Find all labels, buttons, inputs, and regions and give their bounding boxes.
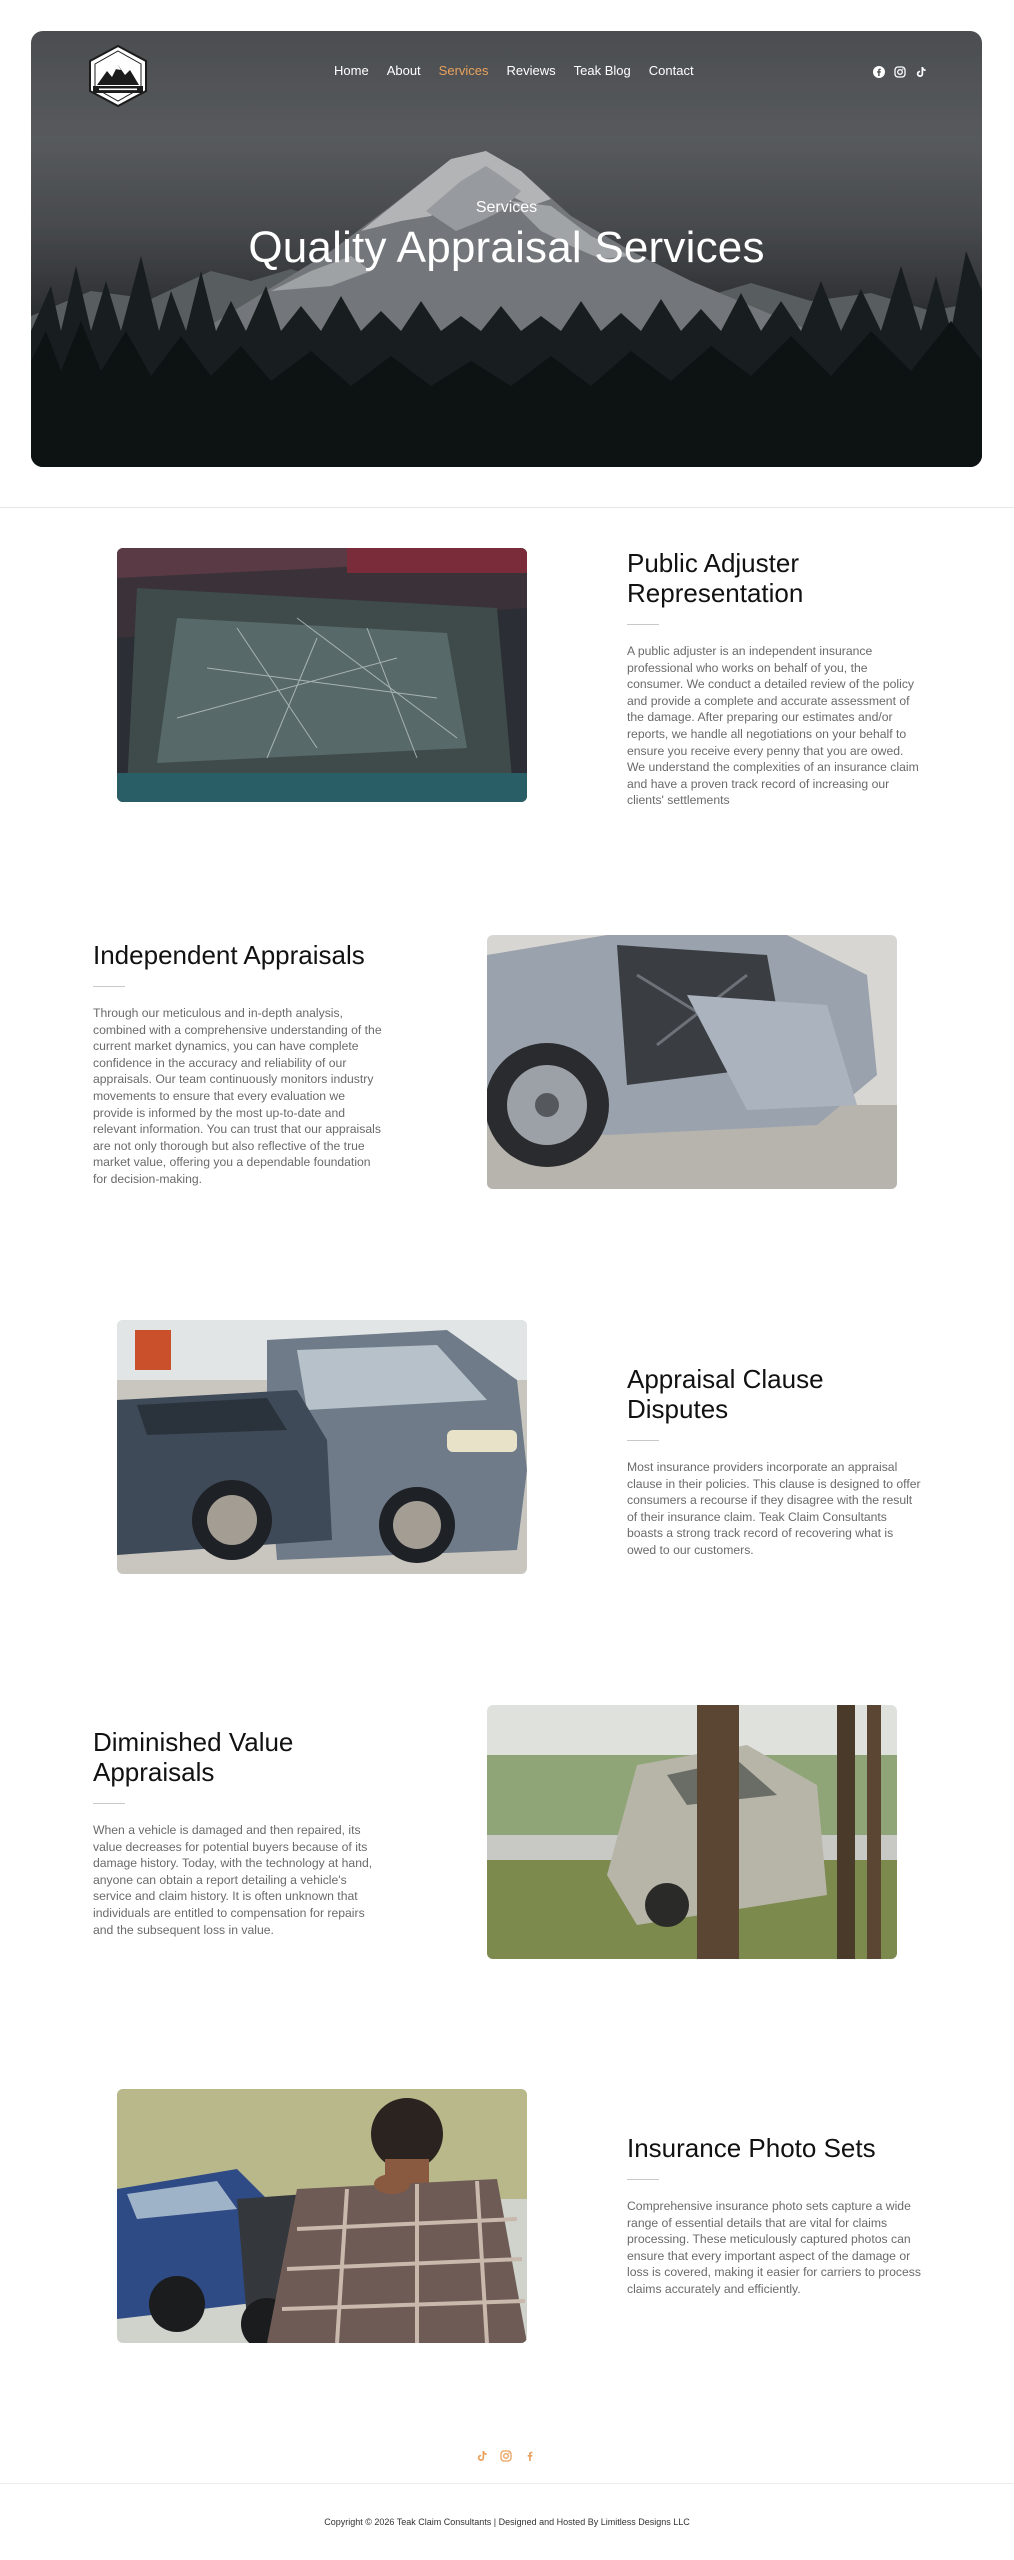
service-description: When a vehicle is damaged and then repaired, its value decreases for potential buyers because of its damage history. Today, with the technology at hand, anyone can obtain a report detailing a vehicle's service and claim history. It is often unknown that individuals are entitled to compensation for repairs and the subsequent loss in value. — [93, 1823, 373, 1937]
damaged-car-front-photo — [487, 935, 897, 1189]
nav-reviews[interactable]: Reviews — [506, 63, 556, 78]
tiktok-icon[interactable] — [915, 65, 927, 77]
instagram-icon[interactable] — [500, 2449, 512, 2461]
instagram-icon[interactable] — [894, 65, 906, 77]
hero-eyebrow: Services — [475, 199, 538, 216]
service-public-adjuster — [627, 548, 922, 809]
shattered-car-glass-photo — [117, 548, 527, 802]
header-socials — [873, 65, 927, 77]
nav-about[interactable]: About — [386, 63, 421, 78]
facebook-icon[interactable] — [524, 2449, 536, 2461]
section-divider — [0, 507, 1014, 508]
mountain-logo-icon — [85, 43, 151, 109]
service-description: A public adjuster is an independent insurance professional who works on behalf of you, the consumer. We conduct a detailed review of the policy and provide a complete and accurate assessment of the damage. After preparing our estimates and/or reports, we handle all negotiations on your behalf to ensure you receive every penny that you are owed. We understand the complexities of an insurance claim and have a proven track record of increasing our clients' settlements — [627, 644, 919, 808]
facebook-icon[interactable] — [873, 65, 885, 77]
two-car-collision-photo — [117, 1320, 527, 1574]
car-crashed-into-tree-photo — [487, 1705, 897, 1959]
service-description: Comprehensive insurance photo sets capture a wide range of essential details that are vital for claims processing. These meticulously captured photos can ensure that every important aspect of the damage or loss is covered, making it easier for carriers to process claims accurately and efficiently. — [627, 2199, 921, 2296]
nav-home[interactable]: Home — [334, 63, 369, 78]
title-underline — [627, 2179, 659, 2180]
footer-socials — [476, 2449, 536, 2461]
footer-divider — [0, 2483, 1014, 2484]
service-title: Independent Appraisals — [93, 940, 365, 970]
service-title: Diminished Value Appraisals — [93, 1727, 294, 1787]
title-underline — [93, 1803, 125, 1804]
title-underline — [627, 624, 659, 625]
title-underline — [627, 1440, 659, 1441]
page-title: Quality Appraisal Services — [248, 223, 765, 272]
main-nav — [334, 63, 712, 78]
tiktok-icon[interactable] — [476, 2449, 488, 2461]
service-title: Insurance Photo Sets — [627, 2133, 876, 2163]
company-logo[interactable] — [85, 43, 151, 109]
service-title: Public Adjuster Representation — [627, 548, 804, 608]
copyright-text: Copyright © 2026 Teak Claim Consultants | Designed and Hosted By Limitless Designs LLC — [324, 2517, 690, 2527]
title-underline — [93, 986, 125, 987]
service-insurance-photo-sets — [627, 2133, 922, 2298]
service-diminished-value — [93, 1727, 388, 1938]
hero-banner — [31, 31, 982, 467]
nav-contact[interactable]: Contact — [648, 63, 694, 78]
service-title: Appraisal Clause Disputes — [627, 1364, 824, 1424]
service-appraisal-clause — [627, 1364, 922, 1559]
service-description: Most insurance providers incorporate an appraisal clause in their policies. This clause is designed to offer consumers a recourse if they disagree with the result of their insurance claim. Teak Claim Consultants boasts a strong track record of recovering what is owed to our customers. — [627, 1460, 921, 1557]
service-description: Through our meticulous and in-depth analysis, combined with a comprehensive understanding of the current market dynamics, you can have complete confidence in the accuracy and reliability of our appraisals. Our team continuously monitors industry movements to ensure that every evaluation we provide is informed by the most up-to-date and relevant information. You can trust that our appraisals are not only thorough but also reflective of the true market value, offering you a dependable foundation for decision-making. — [93, 1006, 382, 1186]
nav-teak-blog[interactable]: Teak Blog — [573, 63, 631, 78]
injured-driver-accident-photo — [117, 2089, 527, 2343]
service-independent-appraisals — [93, 940, 388, 1188]
nav-services[interactable]: Services — [438, 63, 489, 78]
